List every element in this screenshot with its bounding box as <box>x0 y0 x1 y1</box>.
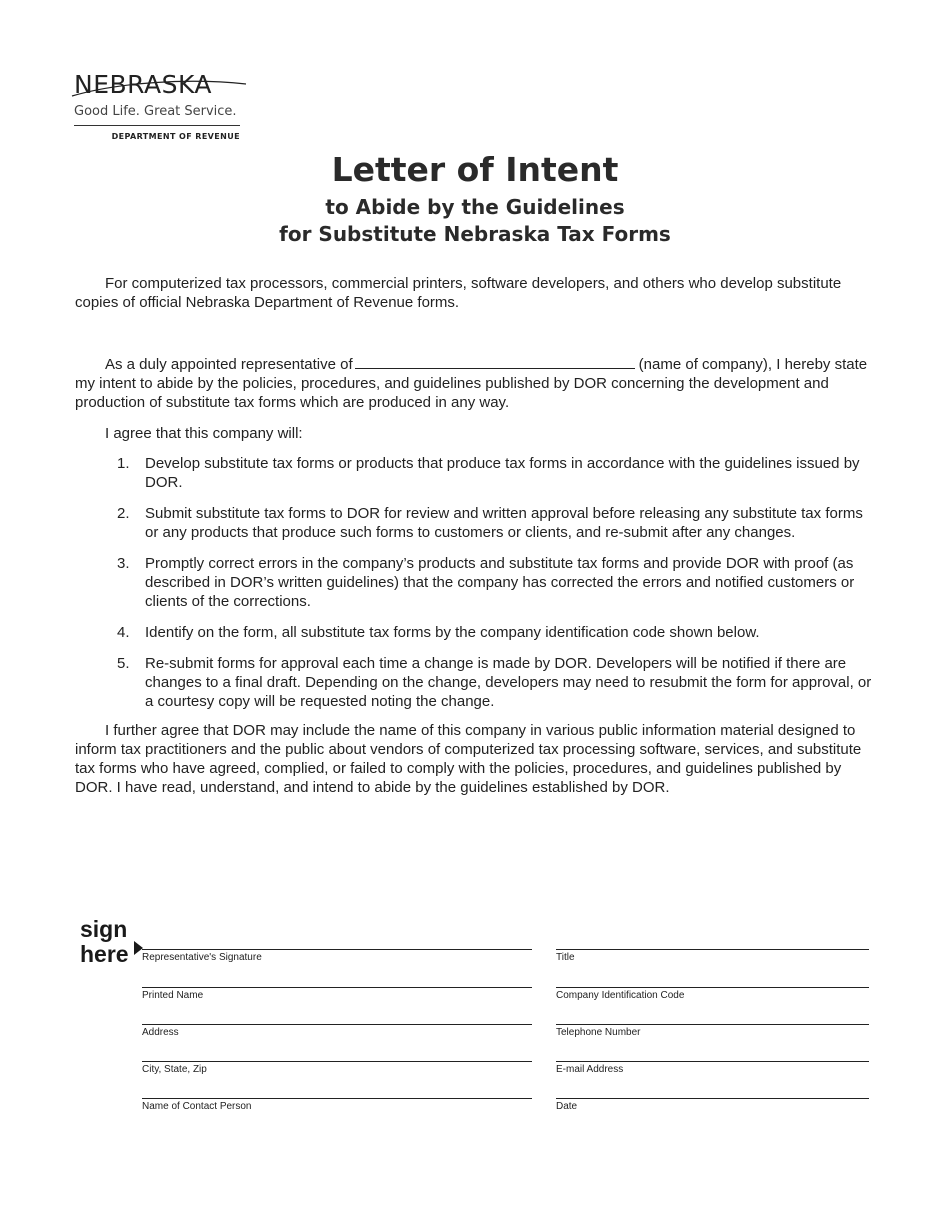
statement-rest: (name of company), I hereby state my intent to abide by the policies, procedures, and guidelines published by DOR concerning the development and production of substitute tax forms which are produced in any way. <box>75 356 868 411</box>
list-item: 4. Identify on the form, all substitute tax forms by the company identification code shown below. <box>117 624 760 641</box>
intro-text: For computerized tax processors, commercial printers, software developers, and others who develop substitute copies of official Nebraska Department of Revenue forms. <box>75 275 842 311</box>
address-field[interactable]: Address <box>142 1024 532 1045</box>
statement-paragraph <box>75 355 875 412</box>
company-name-input[interactable] <box>355 356 635 369</box>
further-paragraph <box>75 721 875 797</box>
page-title: Letter of Intent <box>331 150 619 189</box>
agree-intro-text: I agree that this company will: <box>105 425 303 442</box>
date-field[interactable]: Date <box>556 1098 869 1119</box>
list-item: 5. Re-submit forms for approval each time a change is made by DOR. Developers will be notified if there are changes to a final draft. Depending on the change, developers may need to resubmit the form for approval, or a courtesy copy will be requested noting the change. <box>117 655 872 710</box>
agreement-list <box>75 454 880 723</box>
nebraska-logo <box>74 70 250 141</box>
title-field[interactable]: Title <box>556 949 869 970</box>
printed-name-field[interactable]: Printed Name <box>142 987 532 1008</box>
statement-lead: As a duly appointed representative of <box>105 356 353 373</box>
company-id-code-field[interactable]: Company Identification Code <box>556 987 869 1008</box>
logo-wordmark: NEBRASKA <box>74 70 213 99</box>
city-state-zip-field[interactable]: City, State, Zip <box>142 1061 532 1082</box>
logo-department: DEPARTMENT OF REVENUE <box>111 132 240 141</box>
logo-swoosh-icon <box>70 76 248 98</box>
page-subtitle-2: for Substitute Nebraska Tax Forms <box>279 222 671 246</box>
logo-tagline: Good Life. Great Service. <box>74 104 240 126</box>
email-field[interactable]: E-mail Address <box>556 1061 869 1082</box>
list-item: 2. Submit substitute tax forms to DOR for review and written approval before releasing any substitute tax forms or any products that produce such forms to customers or clients, and re-submit after any changes. <box>117 505 863 541</box>
telephone-field[interactable]: Telephone Number <box>556 1024 869 1045</box>
contact-person-field[interactable]: Name of Contact Person <box>142 1098 532 1119</box>
agree-intro <box>75 424 875 443</box>
intro-paragraph <box>75 274 875 312</box>
signature-field[interactable]: Representative's Signature <box>142 949 532 970</box>
list-item: 1. Develop substitute tax forms or products that produce tax forms in accordance with the guidelines issued by DOR. <box>117 455 860 491</box>
page-subtitle-1: to Abide by the Guidelines <box>325 195 625 219</box>
sign-here-label: sign here <box>80 916 129 967</box>
list-item: 3. Promptly correct errors in the company’s products and substitute tax forms and provide DOR with proof (as described in DOR’s written guidelines) that the company has corrected the errors and notified customers or clients of the corrections. <box>117 555 855 610</box>
further-text: I further agree that DOR may include the name of this company in various public information material designed to inform tax practitioners and the public about vendors of computerized tax processing software, services, and substitute tax forms who have agreed, complied, or failed to comply with the policies, procedures, and guidelines published by DOR. I have read, understand, and intend to abide by the guidelines established by DOR. <box>75 722 862 796</box>
